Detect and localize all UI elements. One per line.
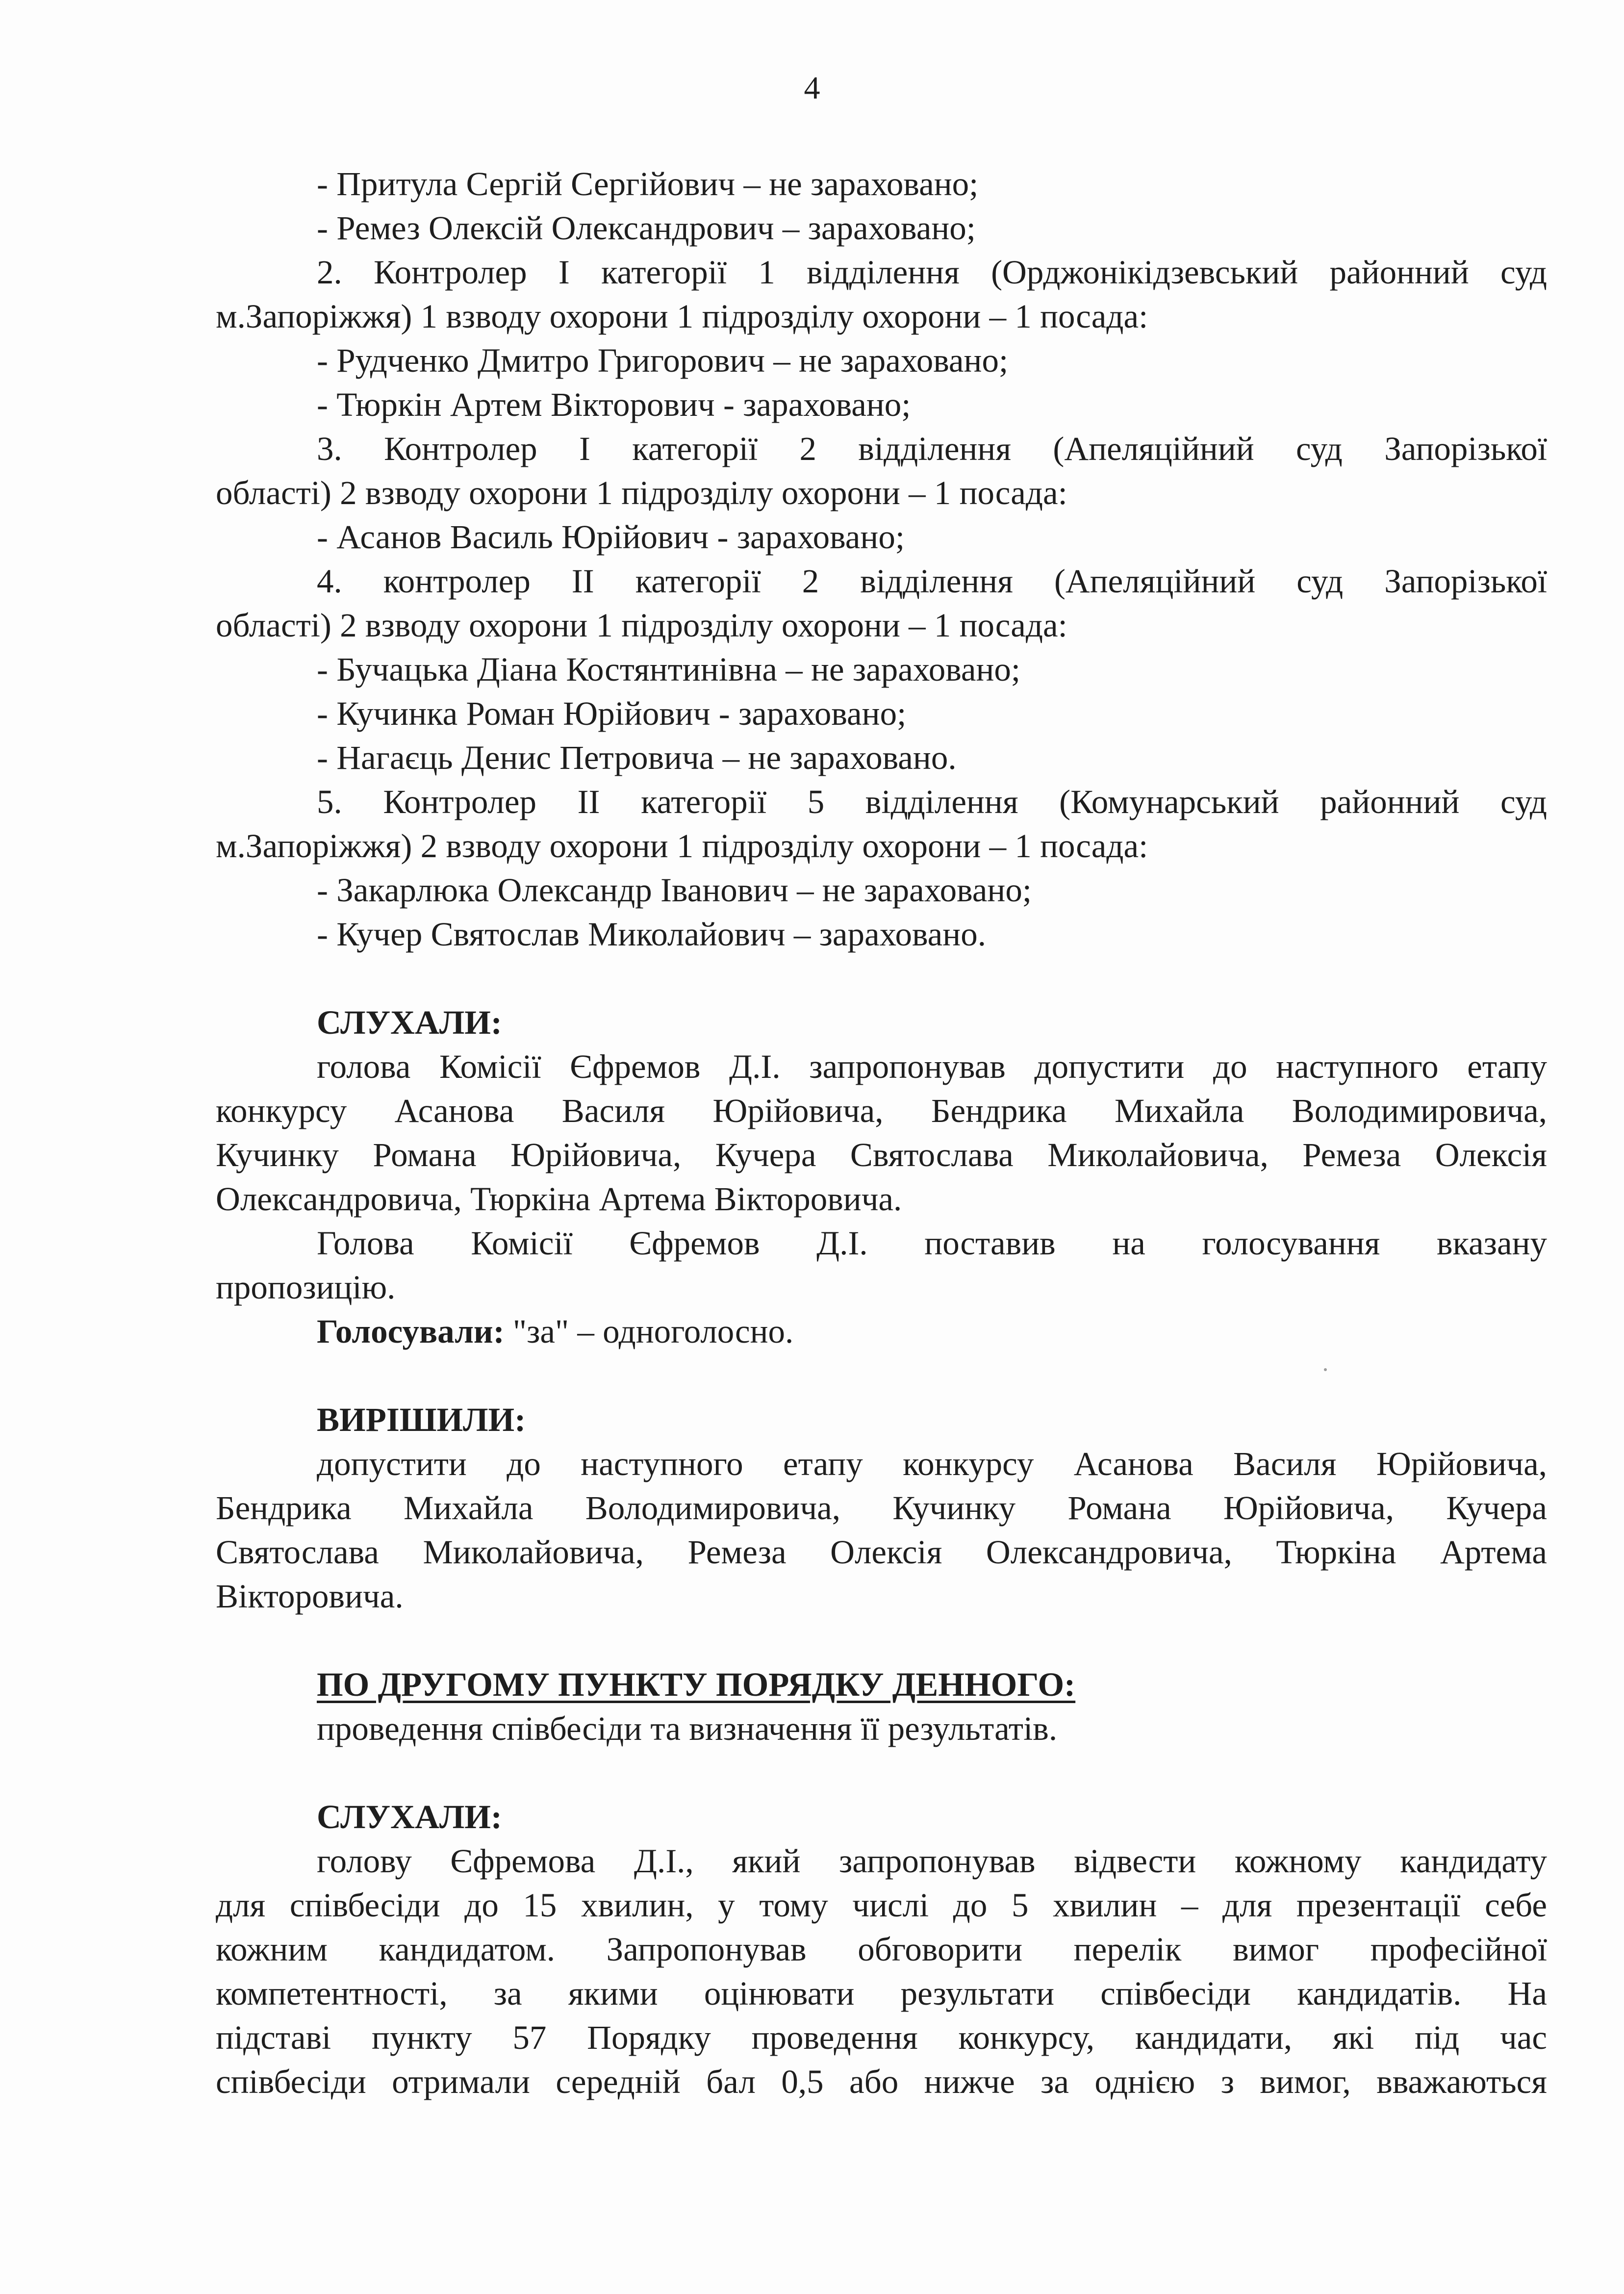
candidate-line: - Закарлюка Олександр Іванович – не зараховано; <box>317 871 1032 909</box>
candidate-line: - Асанов Василь Юрійович - зараховано; <box>317 518 905 556</box>
candidate-line: - Кучер Святослав Миколайович – зараховано. <box>317 916 986 953</box>
position-5-line-1: 5. Контролер ІІ категорії 5 відділення (Комунарський районний суд <box>317 783 1547 820</box>
position-4-line-1: 4. контролер ІІ категорії 2 відділення (Апеляційний суд Запорізької <box>317 562 1547 600</box>
agenda-heading: ПО ДРУГОМУ ПУНКТУ ПОРЯДКУ ДЕННОГО: <box>317 1666 1076 1703</box>
position-2-line-2: м.Запоріжжя) 1 взводу охорони 1 підрозділу охорони – 1 посада: <box>216 298 1148 335</box>
candidate-line: - Бучацька Діана Костянтинівна – не зараховано; <box>317 651 1021 688</box>
voted-label: Голосували: <box>317 1313 505 1350</box>
heard-text-line: Кучинку Романа Юрійовича, Кучера Святослава Миколайовича, Ремеза Олексія <box>216 1136 1547 1173</box>
position-3-line-1: 3. Контролер І категорії 2 відділення (Апеляційний суд Запорізької <box>317 430 1547 467</box>
voted-value: "за" – одноголосно. <box>504 1313 794 1350</box>
spacer <box>216 956 1547 1000</box>
position-2-line-1: 2. Контролер І категорії 1 відділення (Орджонікідзевський районний суд <box>317 254 1547 291</box>
agenda-heading-line <box>216 1662 1547 1707</box>
scan-speck <box>1324 1368 1327 1371</box>
candidate-line: - Тюркін Артем Вікторович - зараховано; <box>317 386 911 423</box>
vote-result <box>216 1309 1547 1353</box>
heard-text-line: конкурсу Асанова Василя Юрійовича, Бендрика Михайла Володимировича, <box>216 1092 1547 1129</box>
candidate-line: - Нагаєць Денис Петровича – не зараховано. <box>317 739 957 776</box>
heard-text-line: Олександровича, Тюркіна Артема Вікторовича. <box>216 1180 902 1218</box>
heard-text-line: для співбесіди до 15 хвилин, у тому числі до 5 хвилин – для презентації себе <box>216 1886 1547 1924</box>
vote-proposal-line: Голова Комісії Єфремов Д.І. поставив на голосування вказану <box>317 1224 1547 1262</box>
candidate-line: - Кучинка Роман Юрійович - зараховано; <box>317 695 907 732</box>
heard-text-line: компетентності, за якими оцінювати результати співбесіди кандидатів. На <box>216 1975 1547 2012</box>
heard-text-line: голову Єфремова Д.І., який запропонував відвести кожному кандидату <box>317 1842 1547 1880</box>
position-3-line-2: області) 2 взводу охорони 1 підрозділу охорони – 1 посада: <box>216 474 1067 511</box>
candidate-line: - Притула Сергій Сергійович – не зараховано; <box>317 165 979 203</box>
heard-heading: СЛУХАЛИ: <box>317 1798 502 1835</box>
spacer <box>216 1751 1547 1795</box>
vote-proposal-line: пропозицію. <box>216 1269 396 1306</box>
spacer <box>216 1353 1547 1398</box>
decided-text-line: допустити до наступного етапу конкурсу Асанова Василя Юрійовича, <box>317 1445 1547 1482</box>
document-body <box>216 162 1547 2104</box>
position-5-line-2: м.Запоріжжя) 2 взводу охорони 1 підрозділу охорони – 1 посада: <box>216 827 1148 865</box>
decided-text-line: Святослава Миколайовича, Ремеза Олексія Олександровича, Тюркіна Артема <box>216 1533 1547 1571</box>
agenda-text: проведення співбесіди та визначення її результатів. <box>317 1710 1058 1747</box>
decided-text-line: Вікторовича. <box>216 1578 404 1615</box>
heard-text-line: співбесіди отримали середній бал 0,5 або нижче за однією з вимог, вважаються <box>216 2063 1547 2100</box>
heard-text-line: голова Комісії Єфремов Д.І. запропонував допустити до наступного етапу <box>317 1048 1547 1085</box>
decided-heading: ВИРІШИЛИ: <box>317 1401 526 1438</box>
page-number: 4 <box>804 70 820 106</box>
heard-heading: СЛУХАЛИ: <box>317 1004 502 1041</box>
heard-text-line: підставі пункту 57 Порядку проведення конкурсу, кандидати, які під час <box>216 2019 1547 2056</box>
candidate-line: - Рудченко Дмитро Григорович – не зараховано; <box>317 342 1009 379</box>
candidate-line: - Ремез Олексій Олександрович – зараховано; <box>317 209 976 247</box>
decided-text-line: Бендрика Михайла Володимировича, Кучинку Романа Юрійовича, Кучера <box>216 1489 1547 1527</box>
position-4-line-2: області) 2 взводу охорони 1 підрозділу охорони – 1 посада: <box>216 607 1067 644</box>
spacer <box>216 1618 1547 1662</box>
heard-text-line: кожним кандидатом. Запропонував обговорити перелік вимог професійної <box>216 1931 1547 1968</box>
